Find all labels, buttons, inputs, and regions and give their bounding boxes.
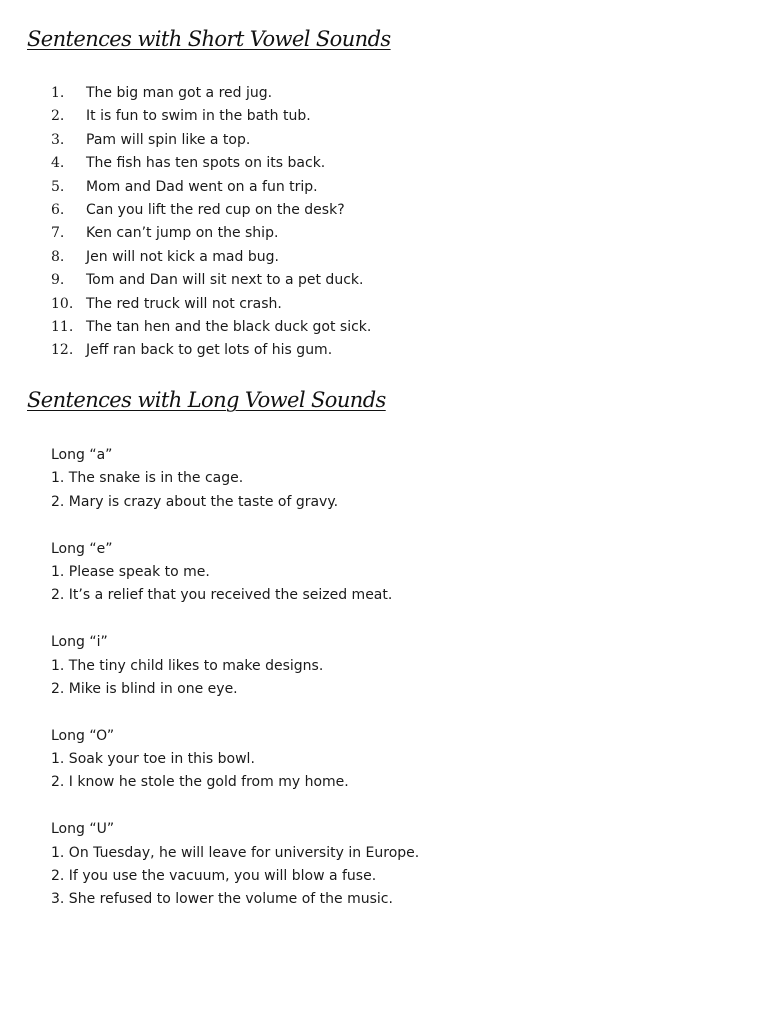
sentence-text: Pam will spin like a top.	[86, 131, 251, 148]
sentence-line: 1. Please speak to me.	[51, 563, 210, 580]
long-i-group	[51, 631, 419, 701]
item-number: 2.	[51, 108, 65, 125]
item-number: 7.	[51, 225, 65, 242]
item-number: 6.	[51, 201, 65, 218]
long-vowel-groups	[51, 444, 419, 935]
sentence-line: 2. Mary is crazy about the taste of gravy.	[51, 493, 339, 510]
group-heading: Long “U”	[51, 821, 115, 838]
long-vowel-section-title: Sentences with Long Vowel Sounds	[27, 388, 386, 412]
sentence-text: It is fun to swim in the bath tub.	[86, 108, 311, 125]
sentence-line: 3. She refused to lower the volume of the music.	[51, 891, 393, 908]
sentence-text: Tom and Dan will sit next to a pet duck.	[86, 272, 364, 289]
short-vowel-section-title: Sentences with Short Vowel Sounds	[27, 27, 391, 51]
sentence-line: 1. On Tuesday, he will leave for university in Europe.	[51, 844, 420, 861]
sentence-text: The big man got a red jug.	[86, 85, 273, 101]
long-a-group	[51, 444, 419, 514]
group-heading: Long “i”	[51, 634, 108, 651]
item-number: 8.	[51, 248, 65, 265]
item-number: 9.	[51, 272, 65, 289]
sentence-text: The red truck will not crash.	[86, 295, 282, 312]
item-number: 3.	[51, 131, 65, 148]
sentence-line: 1. The tiny child likes to make designs.	[51, 657, 324, 674]
sentence-line: 2. It’s a relief that you received the seized meat.	[51, 587, 393, 604]
sentence-text: Ken can’t jump on the ship.	[86, 225, 279, 242]
sentence-text: Can you lift the red cup on the desk?	[86, 201, 345, 218]
sentence-line: 2. I know he stole the gold from my home.	[51, 774, 349, 791]
sentence-text: The fish has ten spots on its back.	[86, 155, 326, 172]
sentence-line: 2. Mike is blind in one eye.	[51, 680, 238, 697]
sentence-line: 2. If you use the vacuum, you will blow a fuse.	[51, 868, 377, 885]
long-e-group	[51, 538, 419, 608]
item-number: 4.	[51, 155, 65, 172]
sentence-text: Jen will not kick a mad bug.	[86, 248, 279, 265]
item-number: 12.	[51, 342, 74, 359]
sentence-text: Mom and Dad went on a fun trip.	[86, 178, 318, 195]
sentence-text: Jeff ran back to get lots of his gum.	[86, 342, 333, 359]
item-number: 11.	[51, 318, 74, 335]
item-number: 1.	[51, 85, 65, 101]
group-heading: Long “O”	[51, 727, 115, 744]
sentence-line: 1. Soak your toe in this bowl.	[51, 751, 255, 768]
long-o-group	[51, 725, 419, 795]
long-u-group	[51, 818, 419, 912]
sentence-line: 1. The snake is in the cage.	[51, 470, 244, 487]
group-heading: Long “e”	[51, 540, 113, 557]
group-heading: Long “a”	[51, 447, 113, 463]
item-number: 5.	[51, 178, 65, 195]
item-number: 10.	[51, 295, 74, 312]
sentence-text: The tan hen and the black duck got sick.	[86, 318, 372, 335]
